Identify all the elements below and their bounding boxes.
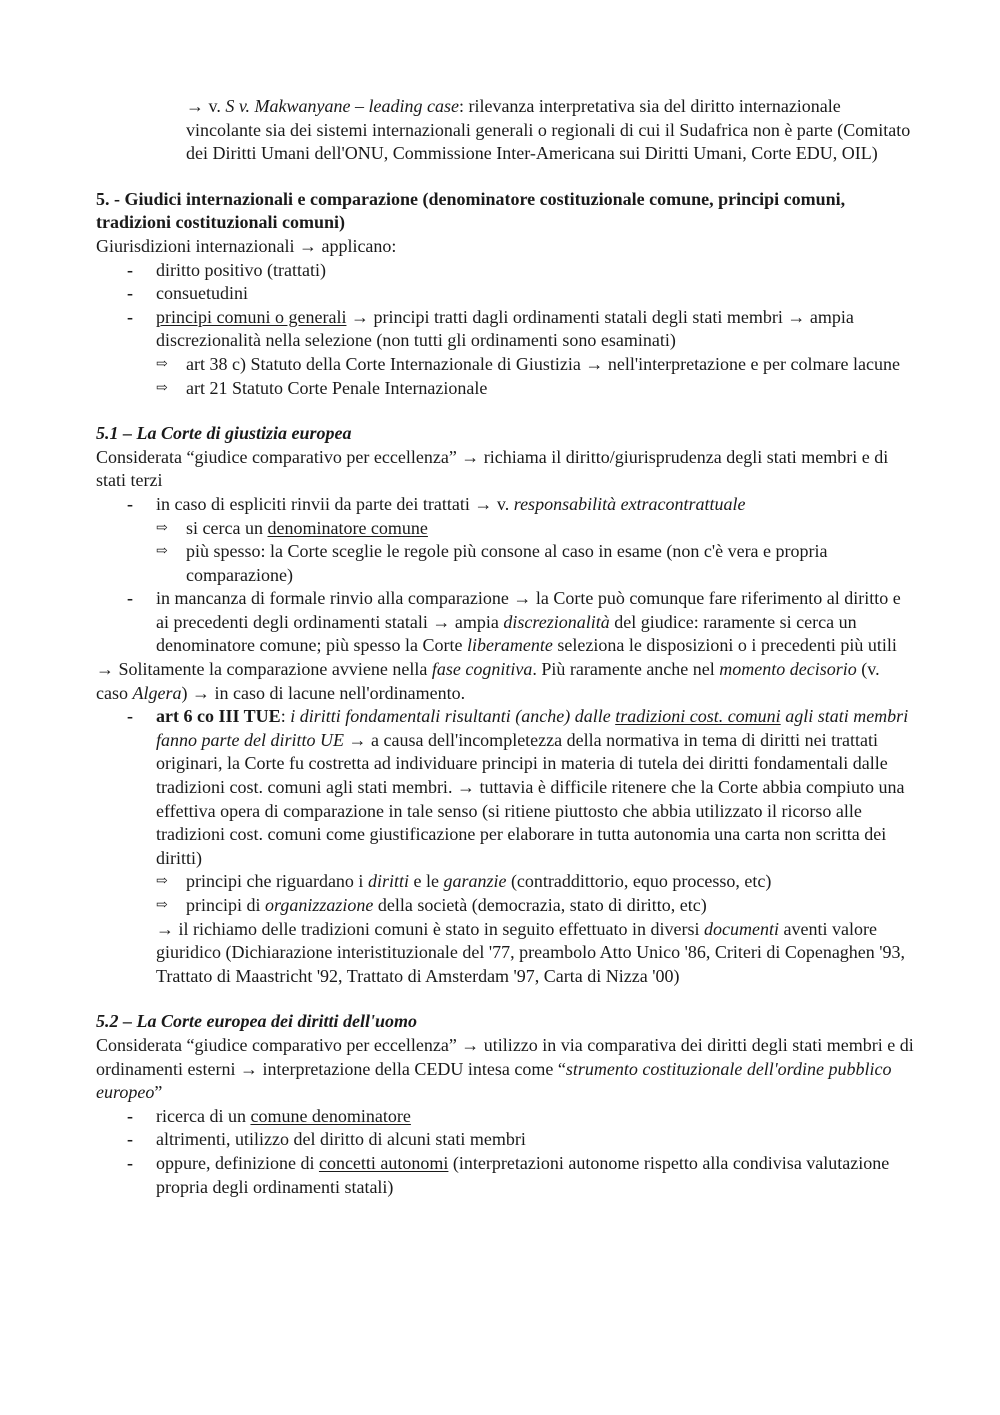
sub-list-item-italic: diritti bbox=[367, 871, 409, 892]
dash-bullet-icon: - bbox=[127, 1152, 133, 1173]
sub-list-item bbox=[96, 517, 916, 541]
list-item-text: → principi tratti dagli ordinamenti statali degli stati membri → ampia discrezionalità nella selezione (non tutti gli ordinamenti sono esaminati) bbox=[156, 306, 854, 351]
dash-bullet-icon: - bbox=[127, 283, 133, 304]
sub-list-item-text: della società (democrazia, stato di diritto, etc) bbox=[373, 895, 707, 915]
sub-list-item bbox=[96, 870, 916, 894]
note-italic: Algera bbox=[132, 682, 182, 703]
arrow-bullet-icon: ⇨ bbox=[156, 544, 168, 560]
sub-list-item-text: si cerca un bbox=[186, 517, 268, 538]
section-5-heading: 5. - Giudici internazionali e comparazione (denominatore costituzionale comune, principi comuni, tradizioni costituzionali comuni) bbox=[96, 188, 846, 233]
list-item-underlined: concetti autonomi bbox=[318, 1152, 449, 1173]
section-5-2-list bbox=[96, 1105, 916, 1199]
list-item-text: : bbox=[280, 706, 291, 727]
list-item-italic: discrezionalità bbox=[503, 611, 610, 632]
sub-list-item-text: art 21 Statuto Corte Penale Internazionale bbox=[186, 377, 488, 398]
section-5-1-documents-note bbox=[96, 918, 916, 989]
arrow-bullet-icon: ⇨ bbox=[156, 356, 168, 372]
list-item-text: oppure, definizione di bbox=[156, 1152, 319, 1173]
arrow-bullet-icon: ⇨ bbox=[156, 380, 168, 396]
list-item bbox=[96, 306, 916, 353]
note-text: → Solitamente la comparazione avviene nella bbox=[96, 659, 432, 680]
sub-list-item-text: principi che riguardano i bbox=[186, 871, 368, 892]
list-item-text: del giudice: raramente si cerca un denominatore comune; più spesso la Corte bbox=[156, 611, 857, 656]
list-item-text: ricerca di un bbox=[156, 1105, 251, 1126]
sub-list-item-italic: organizzazione bbox=[265, 895, 374, 915]
list-item-underlined: comune denominatore bbox=[250, 1105, 411, 1126]
list-item bbox=[96, 1128, 916, 1152]
intro-paragraph bbox=[96, 95, 916, 166]
dash-bullet-icon: - bbox=[127, 588, 133, 609]
arrow-bullet-icon: ⇨ bbox=[156, 874, 168, 890]
note-text: aventi valore giuridico (Dichiarazione interistituzionale del '77, preambolo Atto Unico '86, Criteri di Copenaghen '93, Trattato di Maastricht '92, Trattato di Amsterdam '97, Carta di Nizza '00) bbox=[156, 918, 906, 986]
list-item bbox=[96, 1105, 916, 1129]
list-item-text: altrimenti, utilizzo del diritto di alcuni stati membri bbox=[156, 1129, 526, 1150]
note-italic: documenti bbox=[704, 918, 780, 939]
lead-text: ” bbox=[154, 1082, 163, 1103]
intro-text: : rilevanza interpretativa sia del diritto internazionale vincolante sia dei sistemi internazionali generali o regionali di cui il Sudafrica non è parte (Comitato dei Diritti Umani dell'ONU, Commissione Inter-Americana sui Diritti Umani, Corte EDU, OIL) bbox=[186, 96, 911, 164]
list-item-italic: responsabilità extracontrattuale bbox=[513, 493, 746, 514]
list-item bbox=[96, 587, 916, 658]
note-italic: momento decisorio bbox=[719, 659, 857, 680]
dash-bullet-icon: - bbox=[127, 706, 133, 727]
sub-list-item-italic: garanzie bbox=[443, 871, 507, 892]
list-item-italic-underlined: tradizioni cost. comuni bbox=[615, 706, 781, 727]
list-item-text: (interpretazioni autonome rispetto alla condivisa valutazione propria degli ordinamenti statali) bbox=[156, 1152, 890, 1197]
dash-bullet-icon: - bbox=[127, 1105, 133, 1126]
list-item bbox=[96, 705, 916, 870]
note-text: → il richiamo delle tradizioni comuni è stato in seguito effettuato in diversi bbox=[156, 918, 705, 939]
note-text: . Più raramente anche nel bbox=[532, 659, 720, 680]
section-5-2-heading: 5.2 – La Corte europea dei diritti dell'uomo bbox=[96, 1011, 417, 1032]
list-item-text: in caso di espliciti rinvii da parte dei trattati → v. bbox=[156, 493, 514, 514]
intro-case: S v. Makwanyane – leading case bbox=[225, 96, 459, 116]
list-item-text: consuetudini bbox=[156, 283, 248, 304]
lead-text: Considerata “giudice comparativo per eccellenza” → utilizzo in via comparativa dei diritti degli stati membri e di ordinamenti esterni → interpretazione della CEDU intesa come “ bbox=[96, 1034, 914, 1079]
sub-list-item bbox=[96, 894, 916, 918]
sub-list-item-text: art 38 c) Statuto della Corte Internazionale di Giustizia → nell'interpretazione e per colmare lacune bbox=[186, 353, 900, 374]
sub-list-item-underlined: denominatore comune bbox=[267, 517, 428, 538]
list-item bbox=[96, 493, 916, 517]
list-item-text: diritto positivo (trattati) bbox=[156, 259, 326, 280]
sub-list-item bbox=[96, 540, 916, 587]
list-item bbox=[96, 259, 916, 283]
section-5-1-list bbox=[96, 493, 916, 658]
list-item-text: in mancanza di formale rinvio alla comparazione → la Corte può comunque fare riferimento al diritto e ai precedenti degli ordinamenti statali → ampia bbox=[156, 588, 901, 632]
arrow-bullet-icon: ⇨ bbox=[156, 898, 168, 913]
section-5-lead: Giurisdizioni internazionali → applicano: bbox=[96, 235, 397, 256]
intro-arrow: → v. bbox=[186, 96, 226, 116]
list-item-text: seleziona le disposizioni o i precedenti più utili bbox=[552, 635, 897, 656]
list-item-underlined: principi comuni o generali bbox=[156, 306, 347, 327]
section-5-1-heading: 5.1 – La Corte di giustizia europea bbox=[96, 423, 352, 444]
section-5-1-note bbox=[96, 658, 916, 705]
lead-italic: strumento costituzionale dell'ordine pubblico europeo bbox=[96, 1058, 892, 1103]
sub-list-item bbox=[96, 353, 916, 377]
section-5-2-lead bbox=[96, 1034, 916, 1105]
list-item-italic: i diritti fondamentali risultanti (anche) dalle bbox=[290, 706, 616, 727]
note-text: (v. caso bbox=[96, 659, 880, 703]
dash-bullet-icon: - bbox=[127, 306, 133, 327]
note-italic: fase cognitiva bbox=[431, 659, 533, 680]
list-item-italic: agli stati membri fanno parte del diritto UE bbox=[156, 706, 909, 750]
list-item-italic: liberamente bbox=[466, 635, 553, 656]
section-5-list bbox=[96, 259, 916, 401]
list-item bbox=[96, 282, 916, 306]
section-5-1-list-2 bbox=[96, 705, 916, 917]
list-item-text: → a causa dell'incompletezza della normativa in tema di diritti nei trattati originari, la Corte fu costretta ad individuare principi in materia di tutela dei diritti fondamentali dalle tradizioni cost. comuni agli stati membri. → tuttavia è difficile ritenere che la Corte abbia compiuto una effettiva opera di comparazione in tale senso (si ritiene piuttosto che abbia utilizzato il ricorso alle tradizioni cost. comuni come giustificazione per elaborare in tutta autonomia una carta non scritta dei diritti) bbox=[156, 729, 905, 868]
sub-list-item-text: più spesso: la Corte sceglie le regole più consone al caso in esame (non c'è vera e propria comparazione) bbox=[186, 541, 828, 585]
dash-bullet-icon: - bbox=[127, 493, 133, 514]
sub-list-item-text: principi di bbox=[186, 895, 265, 915]
sub-list-item-text: (contraddittorio, equo processo, etc) bbox=[506, 871, 772, 892]
document-page bbox=[96, 95, 916, 1199]
sub-list-item bbox=[96, 377, 916, 401]
list-item bbox=[96, 1152, 916, 1199]
section-5-1-lead: Considerata “giudice comparativo per eccellenza” → richiama il diritto/giurisprudenza degli stati membri e di stati terzi bbox=[96, 446, 889, 491]
dash-bullet-icon: - bbox=[127, 259, 133, 280]
note-text: ) → in caso di lacune nell'ordinamento. bbox=[181, 682, 466, 703]
dash-bullet-icon: - bbox=[127, 1129, 133, 1150]
list-item-bold: art 6 co III TUE bbox=[156, 706, 281, 727]
arrow-bullet-icon: ⇨ bbox=[156, 520, 168, 536]
sub-list-item-text: e le bbox=[408, 871, 444, 892]
